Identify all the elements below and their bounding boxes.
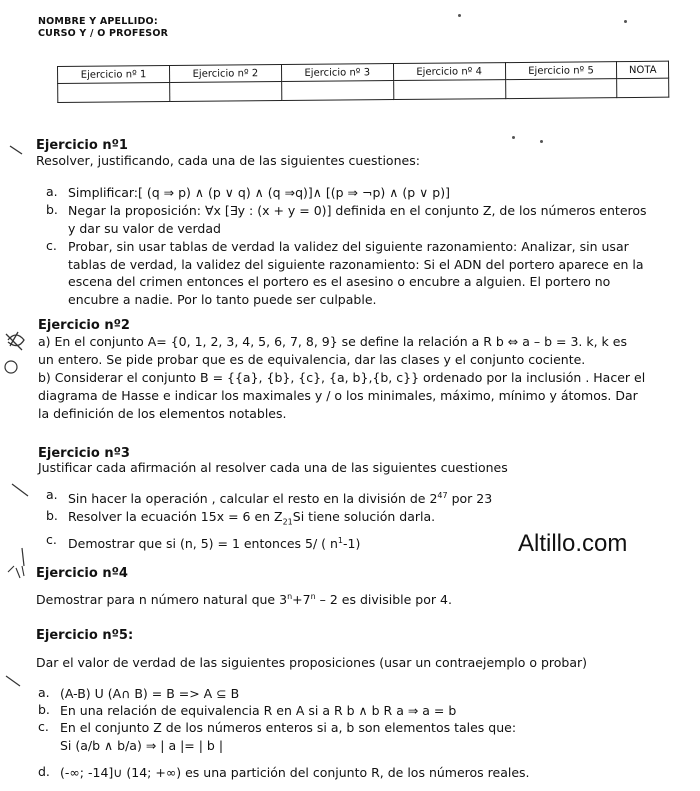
ej3-c-main: Demostrar que si (n, 5) = 1 entonces 5/ ( n: [68, 536, 338, 552]
ej3-a-tail: por 23: [447, 491, 493, 507]
grade-cell-2: [170, 82, 282, 102]
grade-cell-5: [505, 79, 617, 99]
ej1-c-line3: escena del crimen entonces el portero es el asesino o encubre a alguien. El portero no: [68, 274, 611, 289]
scribble-mark-ej4: [8, 566, 24, 578]
ej5-c-line2: Si (a/b ∧ b/a) ⇒ | a |= | b |: [60, 737, 224, 753]
speck: [512, 136, 515, 139]
ej2-b-line2: diagrama de Hasse e indicar los maximales y / o los minimales, máximo, mínimo y átomos. Dar: [38, 388, 638, 403]
curso-label: CURSO Y / O PROFESOR: [38, 28, 169, 39]
ej3-c-exponent: 1: [337, 536, 344, 545]
ej3-a-main: Sin hacer la operación , calcular el resto en la división de 2: [68, 491, 438, 507]
ej4-title: Ejercicio nº4: [36, 566, 128, 581]
ej5-d-text: (-∞; -14]∪ (14; +∞) es una partición del conjunto R, de los números reales.: [60, 765, 530, 780]
ej3-a-exponent: 47: [437, 491, 448, 500]
ej2-a-line1: a) En el conjunto A= {0, 1, 2, 3, 4, 5, 6, 7, 8, 9} se define la relación a R b ⇔ a – b = 3. k, k es: [38, 334, 627, 349]
ej3-title: Ejercicio nº3: [38, 446, 130, 461]
ej1-c-line2: tablas de verdad, la validez del siguiente razonamiento: Si el ADN del portero aparece en la: [68, 256, 644, 272]
ej1-b-label: b.: [46, 202, 58, 217]
ej3-b-main: Resolver la ecuación 15x = 6 en Z: [68, 509, 283, 524]
grade-cell-3: [281, 81, 393, 101]
ej1-c-label: c.: [46, 238, 57, 253]
check-mark-ej1: [10, 146, 22, 154]
grade-cell-nota: [617, 78, 669, 97]
nombre-label: NOMBRE Y APELLIDO:: [38, 16, 158, 27]
ej5-c-label: c.: [38, 719, 49, 734]
grade-header-2: Ejercicio nº 2: [169, 65, 281, 83]
ej5-a-label: a.: [38, 685, 50, 700]
ej1-c-line4: encubre a nadie. Por lo tanto puede ser culpable.: [68, 291, 377, 307]
ej4-text: [36, 592, 452, 607]
ej3-b-tail: Si tiene solución darla.: [292, 509, 436, 524]
grades-table: [57, 61, 669, 103]
ej5-b-text: En una relación de equivalencia R en A si a R b ∧ b R a ⇒ a = b: [60, 703, 457, 718]
check-mark-ej3a: [12, 484, 28, 496]
ej5-c-line1: En el conjunto Z de los números enteros si a, b son elementos tales que:: [60, 720, 517, 735]
grade-header-nota: NOTA: [617, 61, 669, 78]
ej1-intro: Resolver, justificando, cada una de las siguientes cuestiones:: [36, 153, 420, 168]
margin-marks: [0, 0, 60, 791]
ej5-a-text: (A-B) U (A∩ B) = B => A ⊆ B: [60, 686, 240, 701]
ej2-b-line3: la definición de los elementos notables.: [38, 406, 287, 421]
ej3-intro: Justificar cada afirmación al resolver cada una de las siguientes cuestiones: [38, 460, 508, 475]
ej3-b-label: b.: [46, 508, 58, 523]
grade-header-3: Ejercicio nº 3: [281, 64, 393, 82]
ej5-c-text: [60, 719, 516, 754]
ej2-a-line2: un entero. Se pide probar que es de equivalencia, dar las clases y el conjunto cociente.: [38, 352, 586, 367]
ej3-c-text: [68, 532, 360, 553]
ej4-tail: – 2 es divisible por 4.: [315, 592, 452, 608]
grade-header-4: Ejercicio nº 4: [393, 63, 505, 81]
ej5-title: Ejercicio nº5:: [36, 628, 134, 643]
grade-cell-4: [393, 80, 505, 100]
ej1-b-line1: Negar la proposición: ∀x [∃y : (x + y = 0)] definida en el conjunto Z, de los números enteros: [68, 203, 647, 218]
ej4-exp2: n: [310, 592, 316, 601]
ej1-b-text: [68, 202, 647, 237]
speck: [540, 140, 543, 143]
ej4-mid: +7: [292, 592, 311, 608]
ej4-main: Demostrar para n número natural que 3: [36, 592, 288, 608]
ej3-b-subscript: 21: [282, 517, 293, 527]
ej3-a-label: a.: [46, 487, 58, 502]
ej3-c-label: c.: [46, 532, 57, 547]
ej5-b-label: b.: [38, 702, 50, 717]
circle-mark-ej2b: [5, 361, 17, 373]
ej1-a-text: Simplificar:[ (q ⇒ p) ∧ (p ∨ q) ∧ (q ⇒q)]∧ [(p ⇒ ¬p) ∧ (p ∨ p)]: [68, 185, 450, 200]
check-mark-ej3c: [22, 548, 24, 566]
ej4-exp1: n: [287, 592, 293, 601]
watermark-text: Altillo.com: [518, 530, 628, 557]
ej1-b-line2: y dar su valor de verdad: [68, 220, 221, 236]
speck: [624, 20, 627, 23]
ej5-intro: Dar el valor de verdad de las siguientes proposiciones (usar un contraejemplo o probar): [36, 655, 588, 670]
grade-cell-1: [58, 83, 170, 103]
ej1-title: Ejercicio nº1: [36, 138, 128, 153]
ej2-body: [38, 333, 645, 423]
grade-header-5: Ejercicio nº 5: [505, 62, 617, 80]
ej1-a-label: a.: [46, 184, 58, 199]
ej1-c-line1: Probar, sin usar tablas de verdad la validez del siguiente razonamiento: Analizar, sin usar: [68, 239, 629, 254]
ej3-a-text: [68, 487, 492, 508]
ej2-title: Ejercicio nº2: [38, 318, 130, 333]
grade-header-1: Ejercicio nº 1: [58, 66, 170, 84]
ej1-c-text: [68, 238, 644, 308]
ej3-b-text: [68, 508, 435, 531]
check-mark-ej5: [6, 676, 20, 686]
ej3-c-tail: -1): [343, 536, 361, 552]
speck: [458, 14, 461, 17]
cross-mark-ej2: [6, 332, 24, 350]
ej5-d-label: d.: [38, 764, 50, 779]
ej2-b-line1: b) Considerar el conjunto B = {{a}, {b}, {c}, {a, b},{b, c}} ordenado por la inclusión . Hacer el: [38, 370, 646, 385]
